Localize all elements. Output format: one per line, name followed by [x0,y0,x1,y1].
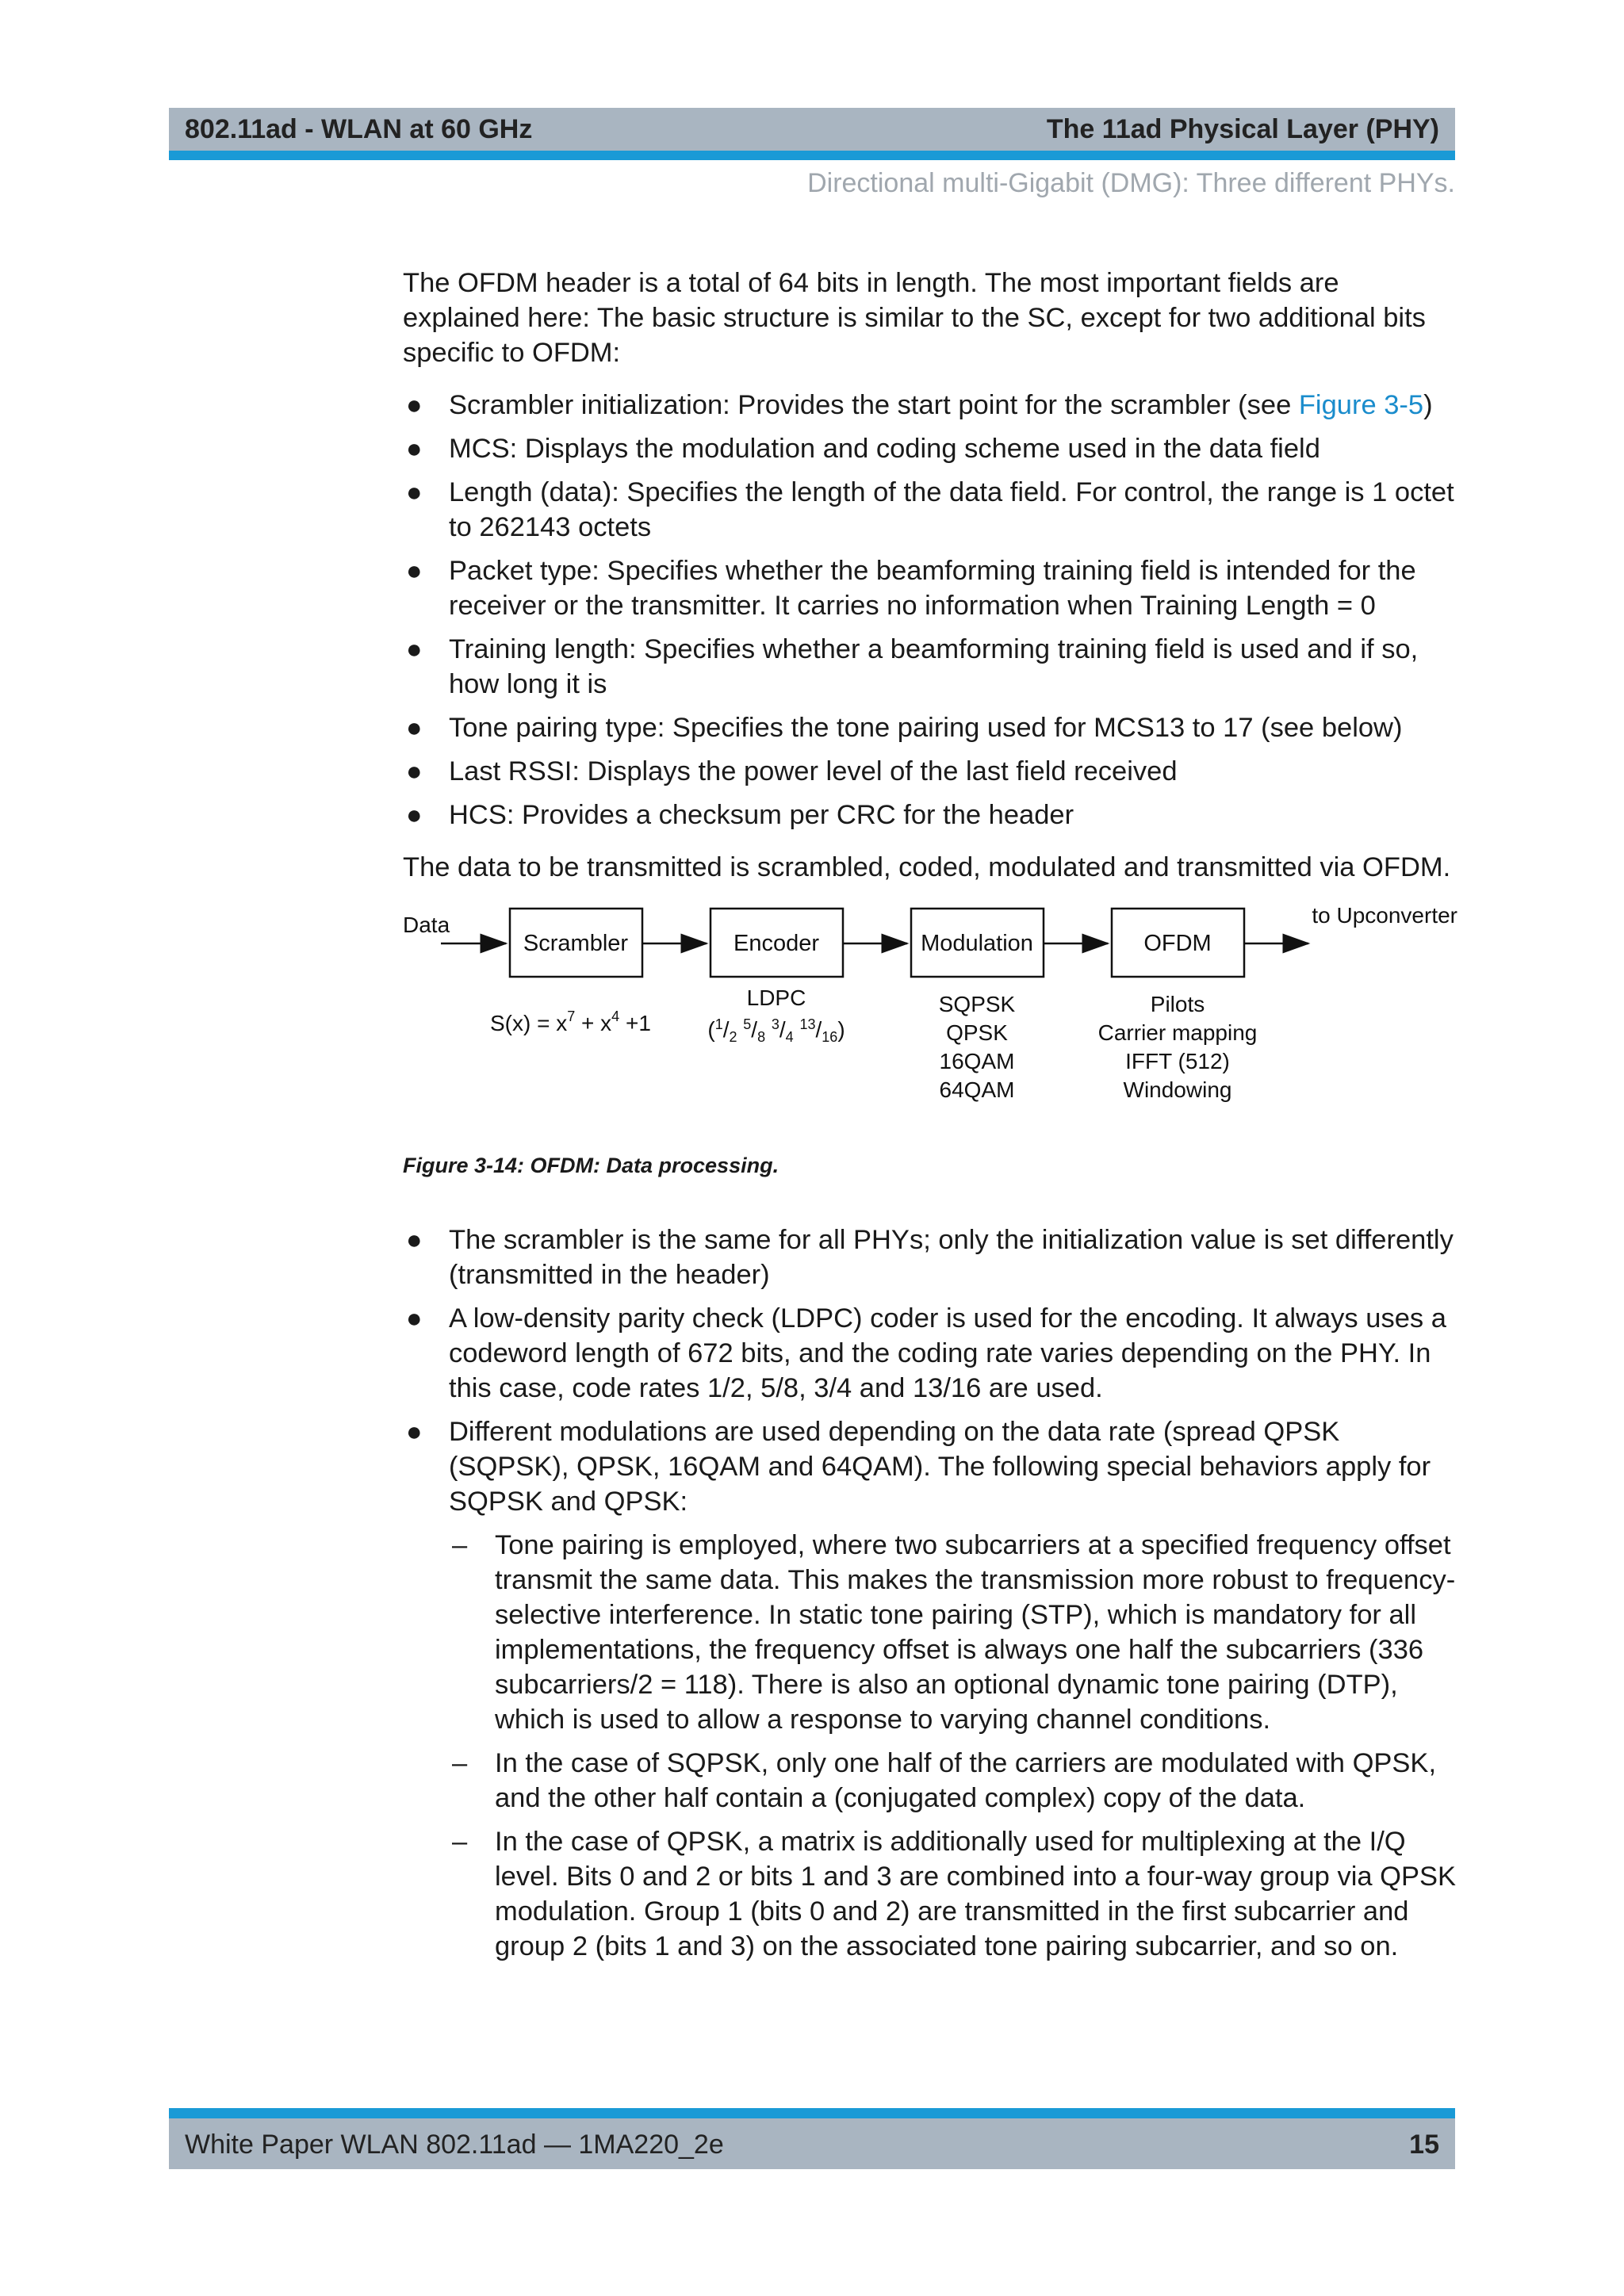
bullet-icon: ● [406,713,423,743]
figure-caption: Figure 3-14: OFDM: Data processing. [403,1154,779,1177]
header-fields-list [403,388,1457,832]
list-item [403,1301,1457,1406]
bullet-icon: ● [406,390,423,420]
bullet-icon: ● [406,477,423,507]
header-chapter-title: The 11ad Physical Layer (PHY) [1046,114,1439,144]
list-item [403,798,1457,832]
list-item-text-end: ) [1423,390,1433,420]
block-diagram-svg [403,902,1457,1132]
modulation-qpsk: QPSK [946,1020,1008,1045]
page-header [169,108,1455,160]
list-item [403,632,1457,702]
list-item-text: Last RSSI: Displays the power level of the last field received [449,756,1178,786]
bullet-icon: ● [406,756,423,786]
list-item [403,431,1457,466]
figure-link[interactable]: Figure 3-5 [1298,390,1424,420]
sub-list-item-text: In the case of SQPSK, only one half of the carriers are modulated with QPSK, and the other half contain a (conjugated complex) copy of the data. [495,1748,1437,1813]
list-item-text: A low-density parity check (LDPC) coder is used for the encoding. It always uses a codeword length of 672 bits, and the coding rate varies depending on the PHY. In this case, code rates 1/2, 5/8, 3/4 and 13/16 are used. [449,1303,1446,1403]
list-item [403,388,1457,423]
dash-icon: – [452,1748,468,1778]
page-footer [169,2108,1455,2169]
header-doc-title: 802.11ad - WLAN at 60 GHz [185,114,533,144]
output-label: to Upconverter [1312,903,1457,928]
input-label: Data [403,913,450,937]
sub-list-item [449,1824,1457,1964]
sub-list-item-text: In the case of QPSK, a matrix is additionally used for multiplexing at the I/Q level. Bits 0 and 2 or bits 1 and 3 are combined into a four-way group via QPSK modulation. Group 1 (bits 0 and 2) are transmitted in the first subcarrier and group 2 (bits 1 and 3) on the associated tone pairing subcarrier, and so on. [495,1827,1456,1961]
modulation-sub-list [449,1528,1457,1964]
encoder-ldpc: LDPC [746,985,806,1010]
ofdm-processing-diagram [403,902,1457,1132]
list-item-text: Tone pairing type: Specifies the tone pairing used for MCS13 to 17 (see below) [449,713,1403,743]
sub-list-item [449,1746,1457,1816]
modulation-16qam: 16QAM [939,1049,1015,1073]
ofdm-label: OFDM [1143,931,1212,956]
list-item [403,553,1457,623]
ofdm-pilots: Pilots [1150,992,1205,1016]
sub-list-item-text: Tone pairing is employed, where two subcarriers at a specified frequency offset transmit the same data. This makes the transmission more robust to frequency-selective interference. In static tone pairing (STP), which is mandatory for all implementations, the frequency offset is always one half the subcarriers (336 subcarriers/2 = 118). There is also an optional dynamic tone pairing (DTP), which is used to allow a response to varying channel conditions. [495,1530,1456,1735]
list-item [403,475,1457,545]
dash-icon: – [452,1530,468,1560]
bullet-icon: ● [406,634,423,664]
bullet-icon: ● [406,434,423,464]
bullet-icon: ● [406,556,423,586]
list-item-text: Length (data): Specifies the length of the data field. For control, the range is 1 octet to 262143 octets [449,477,1454,542]
list-item-text: HCS: Provides a checksum per CRC for the header [449,800,1074,830]
ofdm-ifft: IFFT (512) [1125,1049,1230,1073]
list-item-text: The scrambler is the same for all PHYs; only the initialization value is set differently (transmitted in the header) [449,1225,1454,1290]
encoder-label: Encoder [733,931,820,956]
list-item [403,710,1457,745]
list-item-text: Scrambler initialization: Provides the start point for the scrambler (see [449,390,1299,420]
list-item-text: Different modulations are used depending on the data rate (spread QPSK (SQPSK), QPSK, 16QAM and 64QAM). The following special behaviors apply for SQPSK and QPSK: [449,1417,1431,1517]
page-number: 15 [1409,2130,1439,2160]
sub-list-item [449,1528,1457,1737]
bullet-icon: ● [406,1303,423,1334]
list-item-text: Packet type: Specifies whether the beamforming training field is intended for the receiver or the transmitter. It carries no information when Training Length = 0 [449,556,1416,621]
footer-doc-id: White Paper WLAN 802.11ad — 1MA220_2e [185,2130,724,2160]
bullet-icon: ● [406,1417,423,1447]
scrambler-label: Scrambler [523,931,629,956]
processing-list [403,1223,1457,1964]
main-content [403,266,1457,1981]
list-item-text: MCS: Displays the modulation and coding scheme used in the data field [449,434,1320,464]
section-subtitle: Directional multi-Gigabit (DMG): Three different PHYs. [807,168,1455,198]
list-item [403,754,1457,789]
ofdm-carrier-mapping: Carrier mapping [1097,1020,1258,1045]
ofdm-windowing: Windowing [1123,1077,1232,1102]
list-item [403,1223,1457,1292]
scrambler-polynomial: $S(x) = x^7 + x^4 +1$ [490,1008,651,1035]
modulation-sqpsk: SQPSK [938,992,1016,1016]
data-sentence: The data to be transmitted is scrambled, coded, modulated and transmitted via OFDM. [403,852,1451,882]
encoder-rates: ($^1/_2$ $^5/_8$ $^3/_4$ $^{13}/_{16}$) [707,1016,845,1045]
modulation-label: Modulation [921,931,1033,956]
bullet-icon: ● [406,1225,423,1255]
list-item [403,1414,1457,1964]
list-item-text: Training length: Specifies whether a beamforming training field is used and if so, how long it is [449,634,1419,699]
bullet-icon: ● [406,800,423,830]
dash-icon: – [452,1827,468,1857]
intro-paragraph: The OFDM header is a total of 64 bits in length. The most important fields are explained here: The basic structure is similar to the SC, except for two additional bits specific to OFDM: [403,268,1426,368]
modulation-64qam: 64QAM [939,1077,1015,1102]
